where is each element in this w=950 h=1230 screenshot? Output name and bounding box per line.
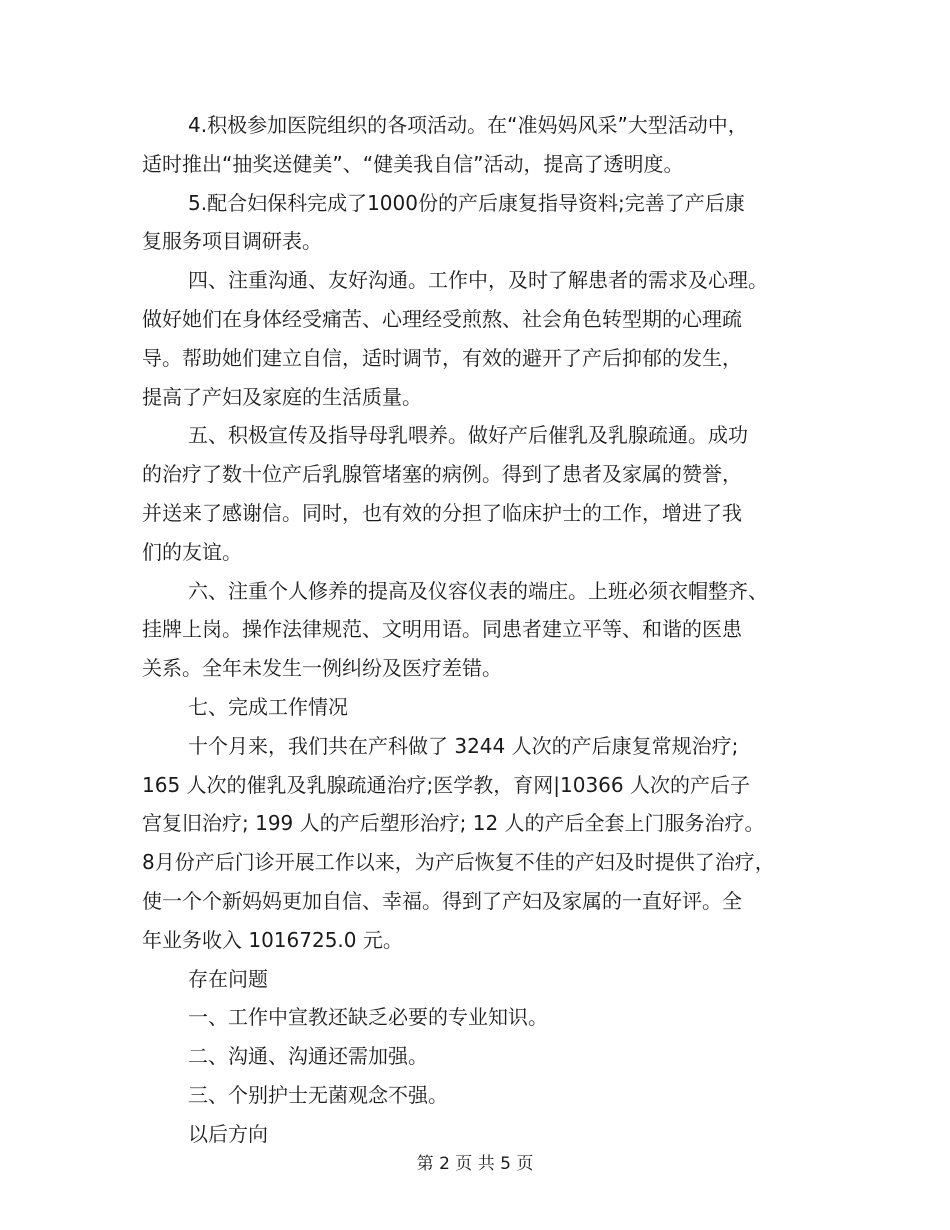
text-line: 165 人次的催乳及乳腺疏通治疗;医学教，育网|10366 人次的产后子 (142, 772, 750, 797)
text-line: 十个月来，我们共在产科做了 3244 人次的产后康复常规治疗; (188, 733, 739, 758)
text-line: 四、注重沟通、友好沟通。工作中，及时了解患者的需求及心理。 (188, 268, 768, 293)
text-line: 们的友谊。 (142, 539, 242, 564)
text-line: 提高了产妇及家庭的生活质量。 (142, 384, 422, 409)
document-body (142, 106, 822, 1154)
text-line: 复服务项目调研表。 (142, 229, 322, 254)
text-line: 五、积极宣传及指导母乳喂养。做好产后催乳及乳腺疏通。成功 (188, 423, 748, 448)
text-line: 存在问题 (188, 966, 268, 991)
text-line: 5.配合妇保科完成了1000份的产后康复指导资料;完善了产后康 (188, 190, 745, 215)
text-line: 年业务收入 1016725.0 元。 (142, 927, 403, 952)
page-footer: 第 2 页 共 5 页 (416, 1154, 534, 1174)
text-line: 的治疗了数十位产后乳腺管堵塞的病例。得到了患者及家属的赞誉， (142, 462, 742, 487)
text-line: 一、工作中宣教还缺乏必要的专业知识。 (188, 1005, 548, 1030)
text-line: 做好她们在身体经受痛苦、心理经受煎熬、社会角色转型期的心理疏 (142, 306, 742, 331)
text-line: 三、个别护士无菌观念不强。 (188, 1082, 448, 1107)
text-line: 挂牌上岗。操作法律规范、文明用语。同患者建立平等、和谐的医患 (142, 617, 742, 642)
text-line: 8月份产后门诊开展工作以来，为产后恢复不佳的产妇及时提供了治疗， (142, 850, 775, 875)
text-line: 4.积极参加医院组织的各项活动。在“准妈妈风采”大型活动中， (188, 113, 748, 137)
text-line: 导。帮助她们建立自信，适时调节，有效的避开了产后抑郁的发生， (142, 345, 742, 370)
text-line: 适时推出“抽奖送健美”、“健美我自信”活动，提高了透明度。 (142, 151, 684, 176)
text-line: 二、沟通、沟通还需加强。 (188, 1044, 428, 1069)
text-line: 并送来了感谢信。同时，也有效的分担了临床护士的工作，增进了我 (142, 500, 742, 525)
text-line: 关系。全年未发生一例纠纷及医疗差错。 (142, 656, 502, 681)
text-line: 以后方向 (188, 1121, 268, 1146)
text-line: 使一个个新妈妈更加自信、幸福。得到了产妇及家属的一直好评。全 (142, 888, 742, 913)
text-line: 六、注重个人修养的提高及仪容仪表的端庄。上班必须衣帽整齐、 (188, 578, 768, 603)
text-line: 宫复旧治疗; 199 人的产后塑形治疗; 12 人的产后全套上门服务治疗。 (142, 811, 765, 836)
text-line: 七、完成工作情况 (188, 694, 348, 719)
